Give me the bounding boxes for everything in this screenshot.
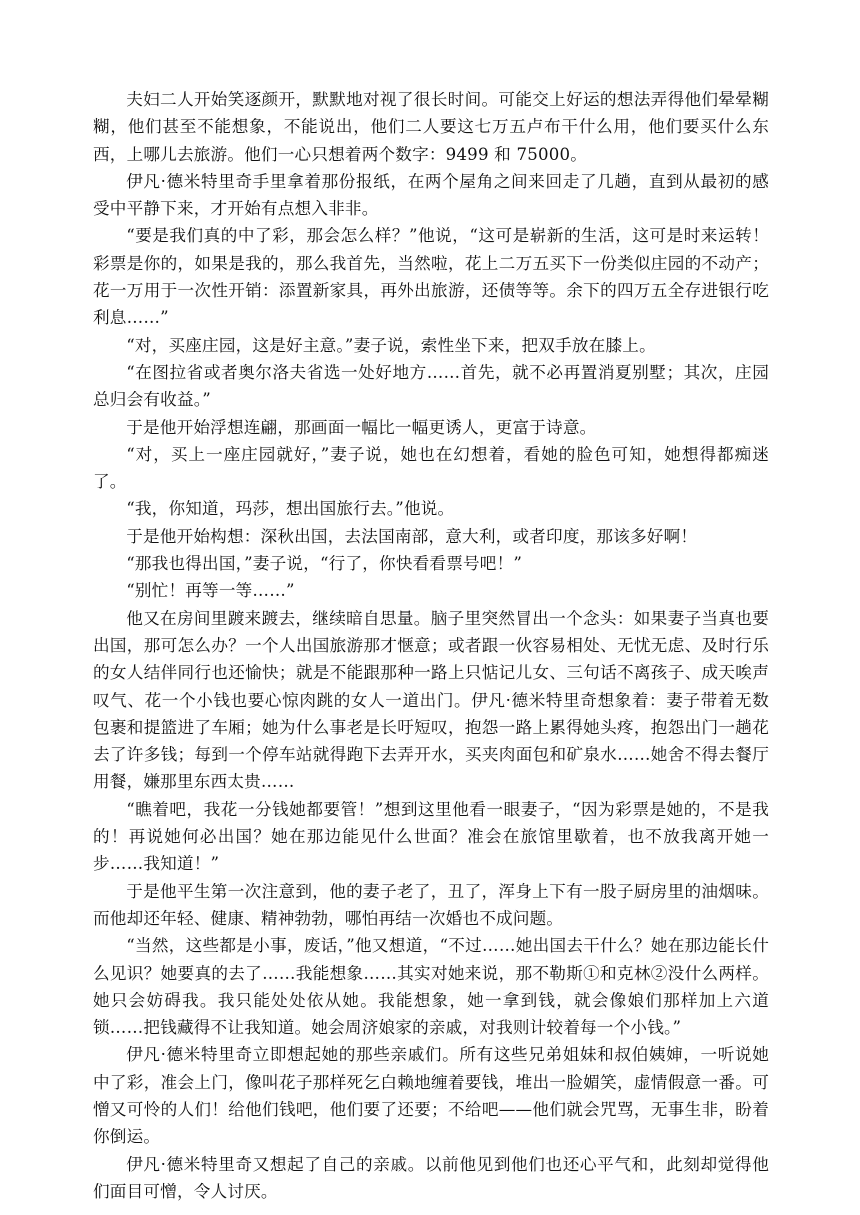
paragraph-14: 于是他平生第一次注意到，他的妻子老了，丑了，浑身上下有一股子厨房里的油烟味。而他却还年轻、健康、精神勃勃，哪怕再结一次婚也不成问题。	[93, 881, 769, 928]
paragraph-7: “对，买上一座庄园就好，”妻子说，她也在幻想着，看她的脸色可知，她想得都痴迷了。	[93, 444, 769, 492]
paragraph-12: 他又在房间里踱来踱去，继续暗自思量。脑子里突然冒出一个念头：如果妻子当真也要出国，那可怎么办？一个人出国旅游那才惬意；或者跟一伙容易相处、无忧无虑、及时行乐的女人结伴同行也还愉快；就是不能跟那种一路上只惦记儿女、三句话不离孩子、成天唉声叹气、花一个小钱也要心惊肉跳的女人一道出门。伊凡·德米特里奇想象着：妻子带着无数包裹和提篮进了车厢；她为什么事老是长吁短叹，抱怨一路上累得她头疼，抱怨出门一趟花去了许多钱；每到一个停车站就得跑下去弄开水，买夹肉面包和矿泉水……她舍不得去餐厅用餐，嫌那里东西太贵……	[93, 608, 769, 792]
paragraph-5: “在图拉省或者奥尔洛夫省选一处好地方……首先，就不必再置消夏别墅；其次，庄园总归会有收益。”	[93, 362, 769, 410]
paragraph-17: 伊凡·德米特里奇又想起了自己的亲戚。以前他见到他们也还心平气和，此刻却觉得他们面目可憎，令人讨厌。	[93, 1154, 769, 1201]
paragraph-10: “那我也得出国，”妻子说，“行了，你快看看票号吧！”	[126, 554, 523, 574]
paragraph-3: “要是我们真的中了彩，那会怎么样？”他说，“这可是崭新的生活，这可是时来运转！彩票是你的，如果是我的，那么我首先，当然啦，花上二万五买下一份类似庄园的不动产；花一万用于一次性开销：添置新家具，再外出旅游，还债等等。余下的四万五全存进银行吃利息……”	[93, 226, 769, 328]
paragraph-11: “别忙！再等一等……”	[126, 581, 295, 601]
paragraph-1: 夫妇二人开始笑逐颜开，默默地对视了很长时间。可能交上好运的想法弄得他们晕晕糊糊，他们甚至不能想象，不能说出，他们二人要这七万五卢布干什么用，他们要买什么东西，上哪儿去旅游。他们一心只想着两个数字：9499 和 75000。	[93, 90, 769, 164]
paragraph-2: 伊凡·德米特里奇手里拿着那份报纸，在两个屋角之间来回走了几趟，直到从最初的感受中平静下来，才开始有点想入非非。	[93, 171, 769, 219]
paragraph-13: “瞧着吧，我花一分钱她都要管！”想到这里他看一眼妻子，“因为彩票是她的，不是我的！再说她何必出国？她在那边能见什么世面？准会在旅馆里歇着，也不放我离开她一步……我知道！”	[93, 799, 769, 874]
story-text	[93, 86, 769, 1205]
paragraph-9: 于是他开始构想：深秋出国，去法国南部，意大利，或者印度，那该多好啊！	[126, 526, 698, 546]
paragraph-16: 伊凡·德米特里奇立即想起她的那些亲戚们。所有这些兄弟姐妹和叔伯姨婶，一听说她中了彩，准会上门，像叫花子那样死乞白赖地缠着要钱，堆出一脸媚笑，虚情假意一番。可憎又可怜的人们！给他们钱吧，他们要了还要；不给吧——他们就会咒骂，无事生非，盼着你倒运。	[93, 1045, 769, 1147]
paragraph-15: “当然，这些都是小事，废话，”他又想道，“不过……她出国去干什么？她在那边能长什么见识？她要真的去了……我能想象……其实对她来说，那不勒斯①和克林②没什么两样。她只会妨碍我。我只能处处依从她。我能想象，她一拿到钱，就会像娘们那样加上六道锁……把钱藏得不让我知道。她会周济娘家的亲戚，对我则计较着每一个小钱。”	[93, 936, 769, 1038]
paragraph-8: “我，你知道，玛莎，想出国旅行去。”他说。	[126, 499, 455, 519]
paragraph-6: 于是他开始浮想连翩，那画面一幅比一幅更诱人，更富于诗意。	[126, 417, 597, 437]
paragraph-4: “对，买座庄园，这是好主意。”妻子说，索性坐下来，把双手放在膝上。	[126, 335, 656, 355]
